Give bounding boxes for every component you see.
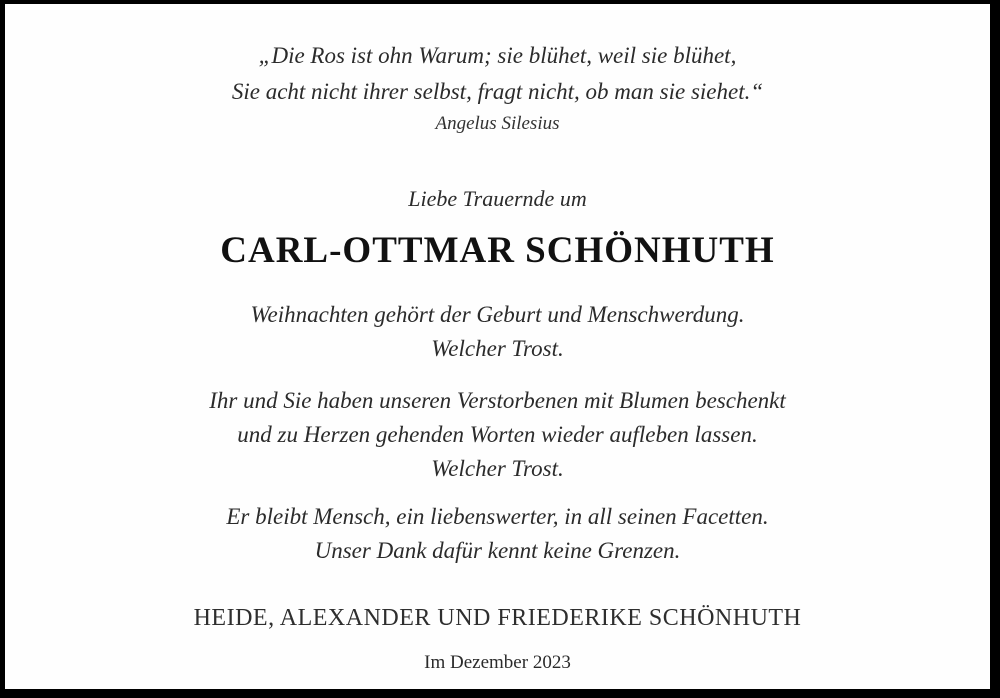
salutation: Liebe Trauernde um xyxy=(408,186,587,211)
paragraph-remembrance-line-1: Er bleibt Mensch, ein liebenswerter, in all seinen Facetten. xyxy=(226,504,769,529)
deceased-name: CARL-OTTMAR SCHÖNHUTH xyxy=(220,230,775,271)
quote-line-2: Sie acht nicht ihrer selbst, fragt nicht, ob man sie siehet.“ xyxy=(231,79,764,104)
paragraph-christmas-line-1: Weihnachten gehört der Geburt und Menschwerdung. xyxy=(250,302,745,327)
paragraph-thanks xyxy=(5,384,990,486)
paragraph-thanks-line-2: und zu Herzen gehenden Worten wieder aufleben lassen. xyxy=(237,422,758,447)
opening-quote xyxy=(5,38,990,138)
paragraph-thanks-line-1: Ihr und Sie haben unseren Verstorbenen mit Blumen beschenkt xyxy=(209,388,786,413)
notice-date: Im Dezember 2023 xyxy=(424,652,571,673)
paragraph-remembrance-line-2: Unser Dank dafür kennt keine Grenzen. xyxy=(314,538,681,563)
mourning-family-names: HEIDE, ALEXANDER UND FRIEDERIKE SCHÖNHUTH xyxy=(193,605,802,631)
paragraph-thanks-line-3: Welcher Trost. xyxy=(431,456,564,481)
quote-attribution: Angelus Silesius xyxy=(435,113,560,134)
paragraph-christmas-line-2: Welcher Trost. xyxy=(431,336,564,361)
quote-line-1: „Die Ros ist ohn Warum; sie blühet, weil sie blühet, xyxy=(258,43,737,68)
paragraph-christmas xyxy=(5,298,990,366)
paragraph-remembrance xyxy=(5,500,990,568)
obituary-notice xyxy=(5,4,990,689)
